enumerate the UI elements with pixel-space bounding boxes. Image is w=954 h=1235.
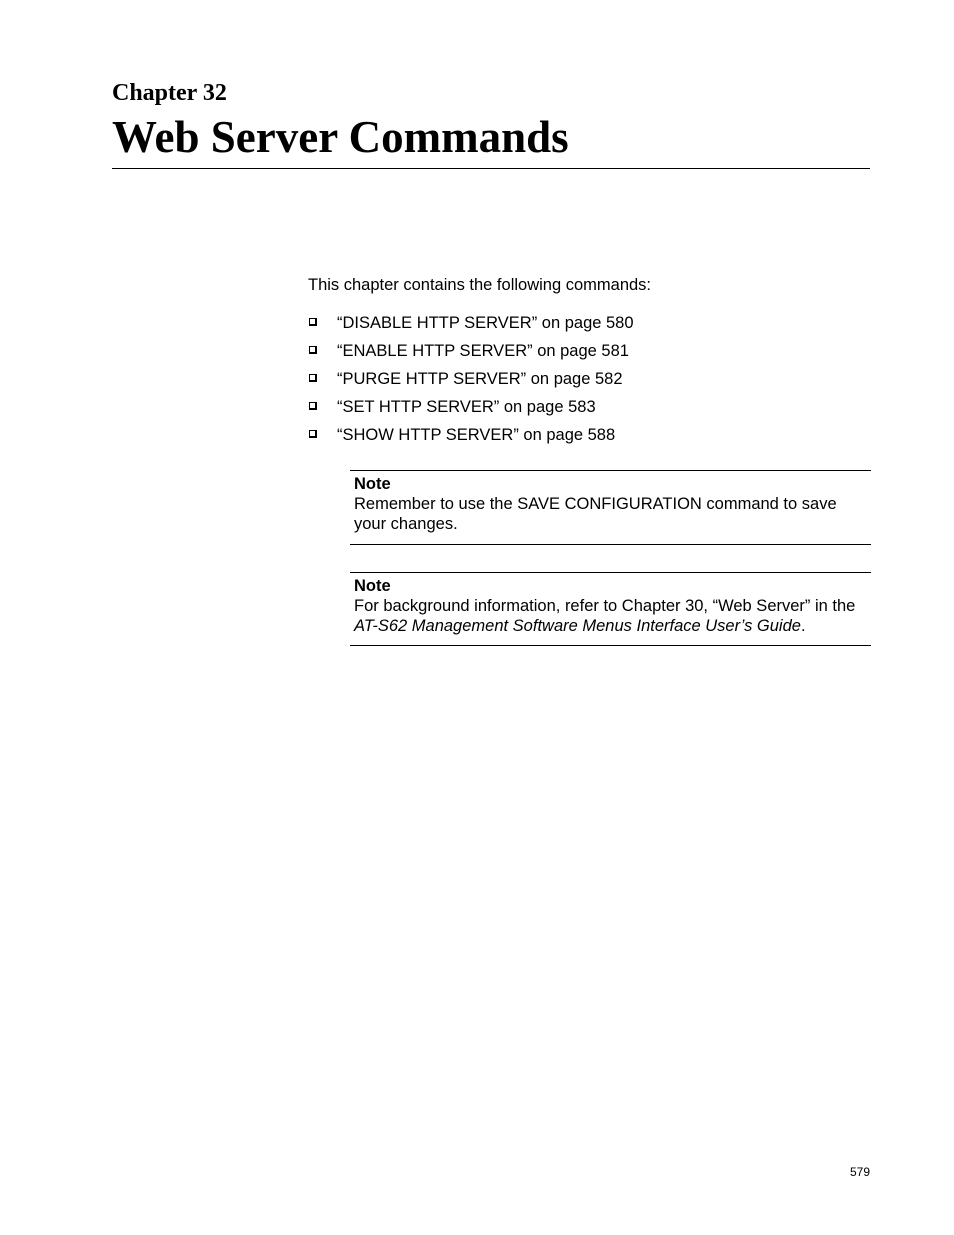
note-text-lead: For background information, refer to Chapter 30, “Web Server” in the [354, 597, 856, 615]
note-heading: Note [354, 475, 391, 493]
guide-title: AT-S62 Management Software Menus Interface User’s Guide [354, 617, 801, 635]
intro-text: This chapter contains the following commands: [308, 276, 652, 294]
list-item [308, 368, 871, 396]
checkbox-bullet-icon [309, 318, 317, 326]
note-text-tail: . [800, 617, 806, 635]
title-divider [112, 168, 870, 169]
chapter-label: Chapter 32 [112, 80, 227, 106]
note-text [354, 596, 871, 636]
note-heading: Note [354, 577, 391, 595]
chapter-body [308, 274, 871, 452]
note-save-configuration [350, 470, 871, 545]
list-item [308, 312, 871, 340]
checkbox-bullet-icon [309, 430, 317, 438]
command-link-show-http-server[interactable]: “SHOW HTTP SERVER” on page 588 [337, 426, 616, 444]
command-link-purge-http-server[interactable]: “PURGE HTTP SERVER” on page 582 [337, 370, 623, 388]
page-number: 579 [849, 1165, 870, 1179]
chapter-title: Web Server Commands [112, 112, 569, 162]
command-link-enable-http-server[interactable]: “ENABLE HTTP SERVER” on page 581 [337, 342, 629, 360]
command-link-set-http-server[interactable]: “SET HTTP SERVER” on page 583 [337, 398, 596, 416]
command-list [308, 312, 871, 452]
checkbox-bullet-icon [309, 374, 317, 382]
checkbox-bullet-icon [309, 402, 317, 410]
list-item [308, 340, 871, 368]
command-link-disable-http-server[interactable]: “DISABLE HTTP SERVER” on page 580 [337, 314, 634, 332]
checkbox-bullet-icon [309, 346, 317, 354]
list-item [308, 424, 871, 452]
note-text: Remember to use the SAVE CONFIGURATION command to save your changes. [354, 495, 837, 533]
note-background-info [350, 572, 871, 646]
list-item [308, 396, 871, 424]
